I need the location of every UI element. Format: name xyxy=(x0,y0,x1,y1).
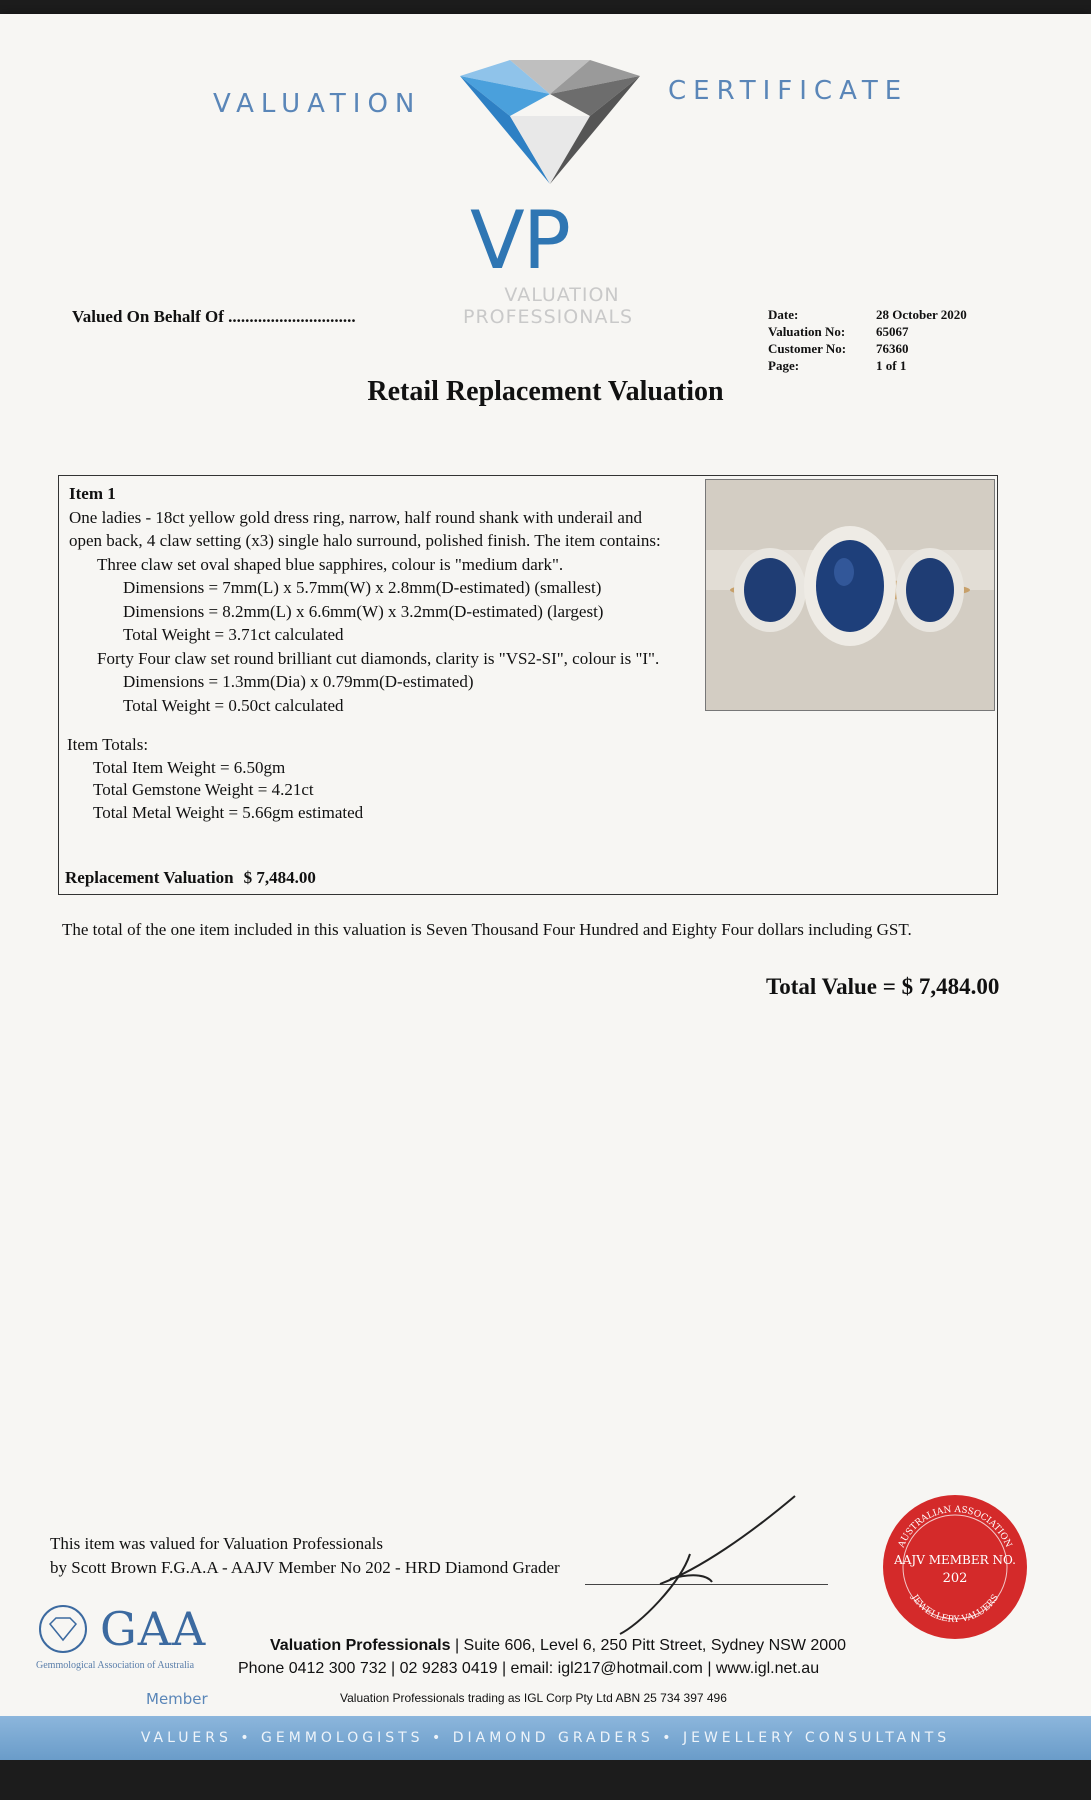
ring-photo xyxy=(705,479,995,711)
signature-icon xyxy=(600,1484,820,1644)
gaa-emblem-icon xyxy=(38,1604,88,1654)
valuer-statement: This item was valued for Valuation Professionals by Scott Brown F.G.A.A - AAJV Member No 202 - HRD Diamond Grader xyxy=(50,1534,560,1577)
footer-bar xyxy=(0,1716,1091,1760)
certificate-page xyxy=(0,14,1091,1749)
aajv-seal-icon xyxy=(880,1492,1030,1642)
item-box xyxy=(58,475,998,895)
valued-on-behalf: Valued On Behalf Of .............................. xyxy=(72,307,356,326)
company-trading: Valuation Professionals trading as IGL Corp Pty Ltd ABN 25 734 397 496 xyxy=(340,1691,727,1705)
header-right-word: CERTIFICATE xyxy=(668,76,909,106)
gaa-letters: GAA xyxy=(100,1602,207,1656)
header-left-word: VALUATION xyxy=(213,89,422,119)
vp-logo-letters: VP xyxy=(470,194,569,287)
page-title: Retail Replacement Valuation xyxy=(367,376,724,407)
item-description: Item 1 One ladies - 18ct yellow gold dress ring, narrow, half round shank with underail and open back, 4 claw setting (x3) single halo surround, polished finish. The item contains: Three claw set oval shaped blue sapphires, colour is "medium dark". Dimensions = 7mm(L) x 5.7mm(W) x 2.8mm(D-estimated) (smallest) Dimensions = 8.2mm(L) x 6.6mm(W) x 3.2mm(D-estimated) (largest) Total Weight = 3.71ct calculated Forty Four claw set round brilliant cut diamonds, clarity is "VS2-SI", colour is "I". Dimensions = 1.3mm(Dia) x 0.79mm(D-estimated) Total Weight = 0.50ct calculated xyxy=(69,484,661,715)
replacement-valuation: Replacement Valuation $ 7,484.00 xyxy=(65,868,316,887)
total-value: Total Value = $ 7,484.00 xyxy=(766,974,1000,999)
svg-text:AUSTRALIAN ASSOCIATION: AUSTRALIAN ASSOCIATION xyxy=(896,1504,1014,1550)
svg-text:AAJV MEMBER NO.: AAJV MEMBER NO. xyxy=(894,1553,1016,1567)
footer-text: VALUERS • GEMMOLOGISTS • DIAMOND GRADERS • JEWELLERY CONSULTANTS xyxy=(140,1730,951,1746)
company-contact: Phone 0412 300 732 | 02 9283 0419 | email: igl217@hotmail.com | www.igl.net.au xyxy=(238,1660,820,1677)
svg-text:JEWELLERY VALUERS: JEWELLERY VALUERS xyxy=(909,1593,1001,1626)
svg-text:202: 202 xyxy=(942,1571,968,1586)
item-totals: Item Totals: Total Item Weight = 6.50gm Total Gemstone Weight = 4.21ct Total Metal Weight = 5.66gm estimated xyxy=(67,735,364,822)
logo-subtitle: VALUATION PROFESSIONALS xyxy=(463,284,634,328)
gaa-member: Member xyxy=(146,1690,208,1708)
valuation-summary: The total of the one item included in this valuation is Seven Thousand Four Hundred and Eighty Four dollars including GST. xyxy=(62,920,912,939)
certificate-meta: Date: 28 October 2020 Valuation No: 65067 Customer No: 76360 Page: 1 of 1 xyxy=(768,307,967,373)
company-address: Valuation Professionals | Suite 606, Level 6, 250 Pitt Street, Sydney NSW 2000 xyxy=(270,1637,846,1654)
gaa-association: Gemmological Association of Australia xyxy=(36,1660,195,1671)
